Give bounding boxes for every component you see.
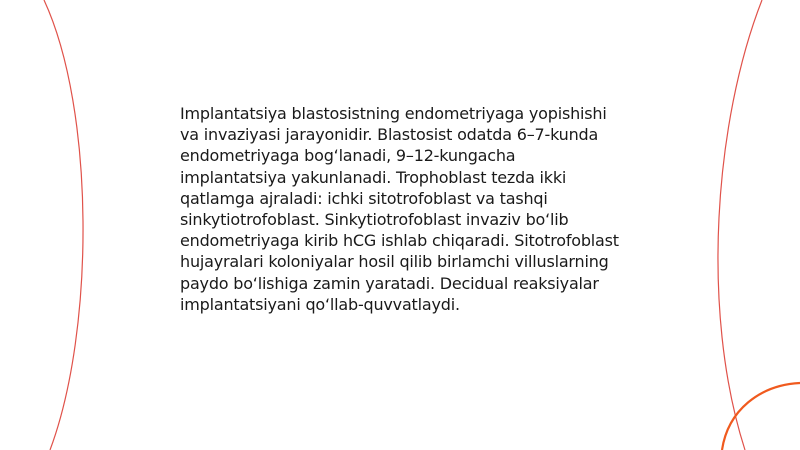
left-decorative-curve [44,0,83,450]
right-decorative-curve [718,0,762,450]
bottom-right-orange-arc [722,383,800,450]
body-paragraph: Implantatsiya blastosistning endometriyaga yopishishi va invaziyasi jarayonidir. Blastosist odatda 6–7-kunda endometriyaga bog‘lanadi, 9–12-kungacha implantatsiya yakunlanadi. Trophoblast tezda ikki qatlamga ajraladi: ichki sitotrofoblast va tashqi sinkytiotrofoblast. Sinkytiotrofoblast invaziv bo‘lib endometriyaga kirib hCG ishlab chiqaradi. Sitotrofoblast hujayralari koloniyalar hosil qilib birlamchi villuslarning paydo bo‘lishiga zamin yaratadi. Decidual reaksiyalar implantatsiyani qo‘llab-quvvatlaydi. [180,104,619,314]
